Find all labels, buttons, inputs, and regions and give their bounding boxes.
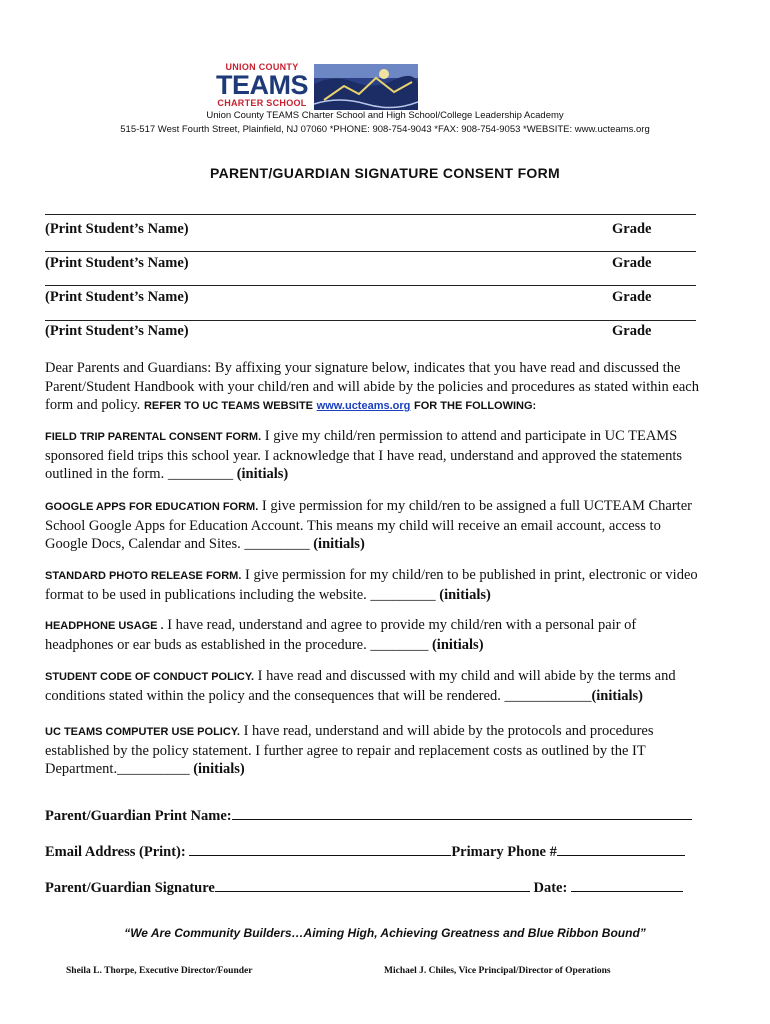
- date-field[interactable]: [571, 877, 683, 892]
- section-body: I give permission for my child/ren to be published in print, electronic or video format to be used in publications including the website. _________: [45, 567, 698, 603]
- section-title: STUDENT CODE OF CONDUCT POLICY.: [45, 671, 255, 683]
- initials-label: (initials): [193, 761, 245, 777]
- headphone-section: [45, 616, 705, 654]
- initials-label: (initials): [236, 466, 289, 482]
- grade-label: Grade: [612, 221, 652, 237]
- computer-use-section: [45, 722, 705, 779]
- grade-label: Grade: [612, 255, 652, 271]
- student-name-line[interactable]: [45, 214, 696, 215]
- refer-text: REFER TO UC TEAMS WEBSITE: [143, 400, 314, 412]
- school-motto: “We Are Community Builders…Aiming High, Achieving Greatness and Blue Ribbon Bound”: [124, 926, 646, 940]
- footer-director: Sheila L. Thorpe, Executive Director/Founder: [66, 966, 253, 976]
- section-title: FIELD TRIP PARENTAL CONSENT FORM.: [45, 431, 262, 443]
- intro-text: Dear Parents and Guardians: By affixing your signature below, indicates that you have read and discussed the Parent/Student Handbook with your child/ren and will abide by the policies and procedures as stated within each form and policy.: [45, 360, 699, 413]
- initials-label: (initials): [439, 586, 491, 603]
- phone-label: Primary Phone #: [451, 844, 557, 860]
- section-title: STANDARD PHOTO RELEASE FORM.: [45, 570, 242, 582]
- print-name-field[interactable]: [232, 805, 692, 820]
- code-of-conduct-section: [45, 667, 705, 705]
- grade-label: Grade: [612, 289, 652, 305]
- section-title: HEADPHONE USAGE .: [45, 620, 164, 632]
- grade-label: Grade: [612, 323, 652, 339]
- section-body: I give my child/ren permission to attend and participate in UC TEAMS sponsored field trips this school year. I acknowledge that I have read, understand and approved the statements outlined in the form. _________: [45, 428, 683, 482]
- section-title: GOOGLE APPS FOR EDUCATION FORM.: [45, 501, 259, 513]
- school-logo-image: [314, 64, 418, 110]
- section-title: UC TEAMS COMPUTER USE POLICY.: [45, 726, 240, 738]
- logo-top-line: UNION COUNTY: [225, 62, 299, 72]
- intro-paragraph: [45, 359, 705, 416]
- section-body: I have read, understand and will abide by the protocols and procedures established by the policy statement. I further agree to repair and replacement costs as outlined by the IT Department.__________: [45, 723, 654, 777]
- student-name-label: (Print Student’s Name): [45, 323, 189, 339]
- initials-label: (initials): [431, 636, 484, 653]
- initials-label: (initials): [313, 536, 365, 552]
- following-text: FOR THE FOLLOWING:: [414, 400, 537, 412]
- date-label: Date:: [533, 880, 568, 896]
- website-link[interactable]: www.ucteams.org: [316, 400, 411, 412]
- student-name-label: (Print Student’s Name): [45, 221, 189, 237]
- email-label: Email Address (Print):: [45, 844, 186, 860]
- print-name-label: Parent/Guardian Print Name:: [45, 808, 232, 824]
- logo-main-word: TEAMS: [216, 70, 308, 100]
- email-phone-row: [45, 841, 705, 861]
- student-name-line[interactable]: [45, 320, 696, 321]
- student-name-label: (Print Student’s Name): [45, 255, 189, 271]
- print-name-row: [45, 805, 705, 825]
- school-logo-text: [212, 62, 312, 110]
- student-name-line[interactable]: [45, 251, 696, 252]
- signature-field[interactable]: [215, 877, 530, 892]
- field-trip-section: [45, 427, 705, 484]
- logo-bottom-line: CHARTER SCHOOL: [217, 98, 307, 108]
- header-contact-info: 515-517 West Fourth Street, Plainfield, NJ 07060 *PHONE: 908-754-9043 *FAX: 908-754-9053 *WEBSITE: www.ucteams.org: [120, 124, 650, 135]
- student-name-line[interactable]: [45, 285, 696, 286]
- signature-date-row: [45, 877, 705, 897]
- section-body: I have read, understand and agree to provide my child/ren with a personal pair of headphones or ear buds as established in the procedure. ________: [45, 617, 637, 653]
- section-body: I give permission for my child/ren to be assigned a full UCTEAM Charter School Google Apps for Education Account. This means my child will receive an email account, access to Google Docs, Calendar and Sites. _________: [45, 498, 692, 552]
- student-name-label: (Print Student’s Name): [45, 289, 189, 305]
- section-body: I have read and discussed with my child and will abide by the terms and conditions stated within the policy and the consequences that will be rendered. ____________: [45, 668, 676, 704]
- initials-label: (initials): [591, 687, 644, 704]
- phone-field[interactable]: [557, 841, 685, 856]
- signature-label: Parent/Guardian Signature: [45, 880, 215, 896]
- form-title: PARENT/GUARDIAN SIGNATURE CONSENT FORM: [210, 165, 560, 181]
- header-school-name: Union County TEAMS Charter School and High School/College Leadership Academy: [206, 110, 564, 121]
- google-apps-section: [45, 497, 705, 554]
- photo-release-section: [45, 566, 705, 604]
- footer-vice-principal: Michael J. Chiles, Vice Principal/Director of Operations: [384, 966, 611, 976]
- email-field[interactable]: [189, 841, 451, 856]
